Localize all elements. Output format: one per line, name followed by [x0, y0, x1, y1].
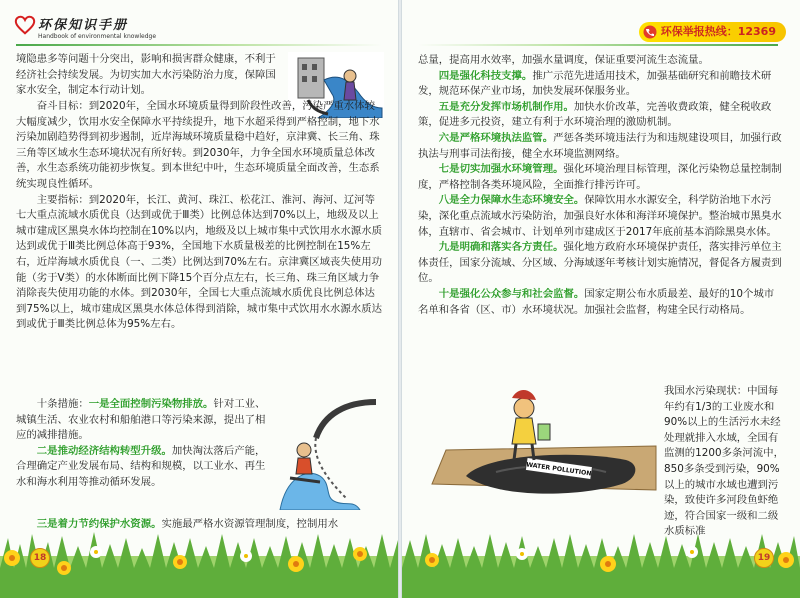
header-divider: [16, 44, 382, 46]
measure-10-paragraph: [418, 287, 784, 318]
page-number-right: 19: [754, 548, 774, 568]
main-text-block: [16, 99, 384, 333]
grass-flowers-footer-left: [0, 528, 398, 598]
measures-intro: 十条措施：: [36, 398, 89, 410]
measures-block-left: [16, 397, 274, 491]
measure-10-title: 十是强化公众参与和社会监督。: [438, 287, 585, 300]
measure-2-title: 二是推动经济结构转型升级。: [36, 444, 172, 457]
measure-9-text: 强化地方政府水环境保护责任，落实排污单位主体责任，国家分流域、分区域、分海域逐年考核计划实施情况，督促各方履责到位。: [418, 241, 782, 285]
measure-8-text: 保障饮用水水源安全，科学防治地下水污染，深化重点流域水污染防治，加强良好水体和海洋环境保护。整治城市黑臭水体，直辖市、省会城市、计划单列市建成区于2017年底前基本消除黑臭水体。: [418, 194, 782, 238]
measure-1-text: 针对工业、城镇生活、农业农村和船舶港口等污染来源，提出了相应的减排措施。: [16, 398, 266, 442]
page-number-left: 18: [30, 548, 50, 568]
measure-8-paragraph: [418, 193, 784, 240]
goals-paragraph: 奋斗目标：到2020年，全国水环境质量得到阶段性改善，污染严重水体较大幅度减少，饮用水安全保障水平持续提升，地下水超采得到严格控制，地下水污染加剧趋势得到初步遏制，近岸海域环境质量稳中趋好，京津冀、长三角、珠三角等区域水生态环境状况有所好转。到2030年，力争全国水环境质量总体改善，水生态系统功能初步恢复。到本世纪中叶，生态环境质量全面改善，生态系统实现良性循环。: [16, 100, 380, 190]
measure-4-paragraph: [418, 69, 784, 100]
intro-paragraph: 境隐患多等问题十分突出，影响和损害群众健康，不利于经济社会持续发展。为切实加大水污染防治力度，保障国家水安全，制定本行动计划。: [16, 53, 276, 97]
measure-8-title: 八是全力保障水生态环境安全。: [438, 194, 585, 207]
hotline-badge: [639, 22, 786, 42]
hotline-text: 环保举报热线：12369: [660, 25, 776, 38]
pipe-wave-illustration: [276, 398, 384, 510]
measure-5-paragraph: [418, 100, 784, 131]
measure-6-text: 严惩各类环境违法行为和违规建设项目，加强行政执法与刑事司法衔接，健全水环境监测网络。: [418, 131, 782, 160]
intro-paragraph-block: [16, 52, 286, 99]
indicators-paragraph: 主要指标：到2020年，长江、黄河、珠江、松花江、淮河、海河、辽河等七大重点流域水质优良（达到或优于Ⅲ类）比例总体达到70%以上，地级及以上城市建成区黑臭水体均控制在10%以内，地级及以上城市集中式饮用水水源水质达到或优于Ⅲ类比例总体高于93%，全国地下水质量极差的比例控制在15%左右，近岸海域水质优良（一、二类）比例达到70%左右。京津冀区域丧失使用功能（劣于Ⅴ类）的水体断面比例下降15个百分点左右，长三角、珠三角区域力争消除丧失使用功能的水体。到2030年，全国七大重点流域水质优良比例总体达到75%以上，城市建成区黑臭水体总体得到消除，城市集中式饮用水水源水质达到或优于Ⅲ类比例总体为95%左右。: [16, 193, 382, 331]
grass-flowers-footer-right: [402, 528, 800, 598]
phone-icon: [643, 25, 657, 39]
measure-6-paragraph: [418, 131, 784, 162]
measure-7-text: 强化环境治理目标管理，深化污染物总量控制制度，严格控制各类环境风险，全面推行排污许可。: [418, 163, 782, 191]
header-divider-right: [418, 44, 778, 46]
intro-continuation: 总量，提高用水效率，加强水量调度，保证重要河流生态流量。: [418, 54, 709, 66]
measure-9-title: 九是明确和落实各方责任。: [438, 241, 564, 254]
left-page: [0, 0, 398, 598]
measure-7-paragraph: [418, 162, 784, 193]
measure-2-paragraph: [16, 444, 274, 491]
measure-3-text: 实施最严格水资源管理制度，控制用水: [161, 518, 339, 530]
handbook-title: 环保知识手册: [38, 18, 129, 33]
water-pollution-illustration: [426, 380, 662, 510]
measure-3-title: 三是着力节约保护水资源。: [36, 518, 162, 530]
measure-4-text: 推广示范先进适用技术，加强基础研究和前瞻技术研发，规范环保产业市场，加快发展环保服务业。: [418, 69, 772, 98]
right-text-block: [418, 53, 784, 318]
measure-1-paragraph: [16, 397, 274, 444]
measure-10-text: 国家定期公布水质最差、最好的10个城市名单和各省（区、市）水环境状况。加强社会监督，构建全民行动格局。: [418, 287, 775, 316]
measure-6-title: 六是严格环境执法监管。: [438, 131, 554, 144]
measure-5-text: 加快水价改革，完善收费政策，健全税收政策，促进多元投资，建立有利于水环境治理的激励机制。: [418, 100, 772, 129]
figure-caption: 我国水污染现状：中国每年约有1/3的工业废水和90%以上的生活污水未经处理就排入水域，全国有监测的1200多条河流中，850多条受到污染，90%以上的城市水域也遭到污染，致使许多河段鱼虾绝迹，符合国家一级和二级水质标准: [664, 385, 784, 538]
heart-icon: [14, 14, 36, 36]
measure-2-text: 加快淘汰落后产能，合理确定产业发展布局、结构和规模，以工业水、再生水和海水利用等推动循环发展。: [16, 444, 266, 488]
measure-7-title: 七是切实加强水环境管理。: [438, 163, 564, 176]
figure-caption-block: [664, 384, 786, 540]
water-pollution-sign: WATER POLLUTION: [525, 461, 592, 478]
measure-9-paragraph: [418, 240, 784, 287]
handbook-subtitle: Handbook of environmental knowledge: [38, 33, 157, 40]
measure-5-title: 五是充分发挥市场机制作用。: [438, 100, 574, 113]
measure-4-title: 四是强化科技支撑。: [438, 69, 533, 82]
left-header: [14, 12, 194, 52]
measure-1-title: 一是全面控制污染物排放。: [88, 398, 214, 410]
right-page: [402, 0, 800, 598]
